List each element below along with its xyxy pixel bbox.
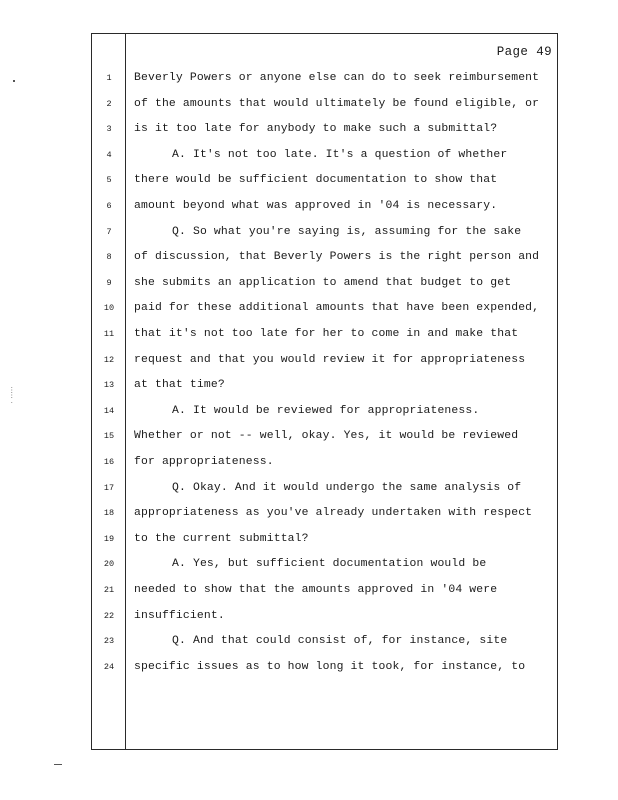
transcript-line: insufficient. [134, 609, 225, 622]
line-number: 15 [103, 431, 115, 442]
line-number: 7 [106, 226, 112, 237]
line-number: 13 [103, 380, 115, 391]
transcript-line: A. Yes, but sufficient documentation would be [172, 558, 487, 571]
line-number: 11 [103, 329, 115, 339]
line-number: 18 [103, 508, 115, 519]
transcript-line: is it too late for anybody to make such a submittal? [134, 123, 498, 136]
transcript-line: Whether or not -- well, okay. Yes, it would be reviewed [134, 430, 519, 443]
transcript-line: there would be sufficient documentation to show that [134, 174, 498, 187]
line-number: 12 [103, 354, 115, 365]
scan-dots: . : : . [10, 383, 14, 405]
line-number: 17 [103, 482, 115, 493]
transcript-line: of the amounts that would ultimately be found eligible, or [134, 97, 540, 110]
transcript-line: Q. So what you're saying is, assuming for the sake [172, 225, 522, 238]
line-number: 19 [103, 533, 115, 544]
scan-mark [54, 764, 62, 765]
line-number: 16 [103, 457, 115, 467]
transcript-line: Q. Okay. And it would undergo the same analysis of [172, 481, 522, 494]
line-number-margin-rule [125, 33, 126, 750]
transcript-line: request and that you would review it for appropriateness [134, 353, 526, 366]
line-number: 20 [103, 559, 115, 570]
transcript-line: specific issues as to how long it took, for instance, to [134, 660, 526, 673]
line-number: 2 [106, 98, 112, 109]
line-number: 9 [106, 277, 112, 288]
line-number: 3 [106, 124, 112, 135]
transcript-line: appropriateness as you've already undertaken with respect [134, 507, 533, 520]
line-number: 10 [103, 303, 115, 314]
page-number: Page 49 [496, 45, 552, 59]
line-number: 5 [106, 175, 112, 186]
transcript-line: to the current submittal? [134, 532, 309, 545]
line-number: 21 [103, 585, 115, 595]
transcript-line: paid for these additional amounts that have been expended, [134, 302, 540, 315]
transcript-line: of discussion, that Beverly Powers is the right person and [134, 251, 540, 264]
line-number: 4 [106, 149, 112, 160]
transcript-line: A. It's not too late. It's a question of whether [172, 148, 508, 161]
line-number: 6 [106, 201, 112, 211]
line-number: 1 [106, 73, 112, 83]
line-number: 8 [106, 252, 112, 263]
transcript-line: Q. And that could consist of, for instance, site [172, 635, 508, 648]
transcript-line: Beverly Powers or anyone else can do to seek reimbursement [134, 72, 540, 84]
line-number: 23 [103, 636, 115, 647]
line-number: 24 [103, 661, 115, 672]
transcript-line: A. It would be reviewed for appropriateness. [172, 404, 480, 417]
transcript-line: that it's not too late for her to come in and make that [134, 328, 519, 340]
line-number: 22 [103, 610, 115, 621]
transcript-line: amount beyond what was approved in '04 is necessary. [134, 200, 498, 212]
transcript-line: for appropriateness. [134, 456, 274, 468]
transcript-line: needed to show that the amounts approved in '04 were [134, 584, 498, 596]
line-number: 14 [103, 405, 115, 416]
scan-speck [13, 80, 15, 82]
transcript-line: she submits an application to amend that budget to get [134, 276, 512, 289]
transcript-line: at that time? [134, 379, 225, 392]
